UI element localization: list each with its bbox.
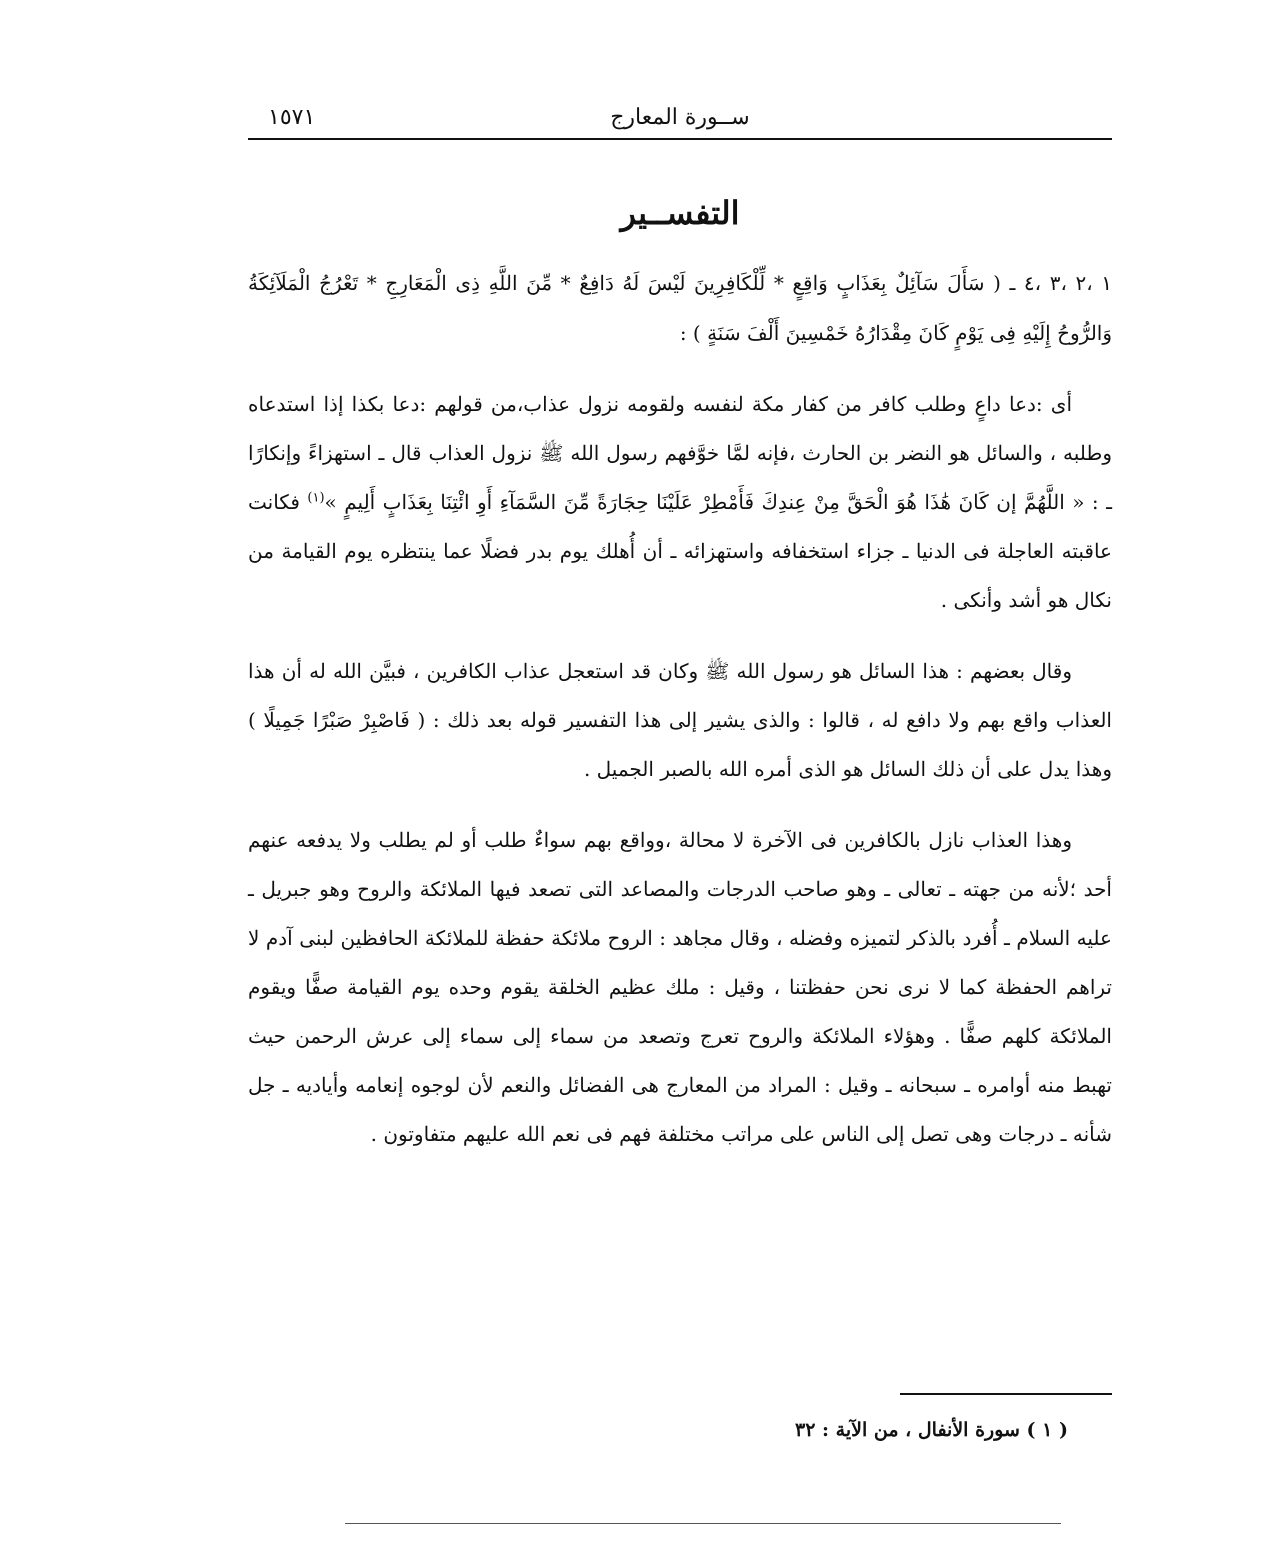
bottom-scan-line (345, 1523, 1061, 1524)
quran-verses: ١ ،٢ ،٣ ،٤ ـ ( سَأَلَ سَآئِلٌ بِعَذَابٍ وَاقِعٍ * لِّلْكَافِرِينَ لَيْسَ لَهُ دَافِعٌ * مِّنَ اللَّهِ ذِى الْمَعَارِجِ * تَعْرُجُ الْمَلَآئِكَةُ وَالرُّوحُ إِلَيْهِ فِى يَوْمٍ كَانَ مِقْدَارُهُ خَمْسِينَ أَلْفَ سَنَةٍ ) : (248, 271, 1113, 345)
section-title: التفســير (620, 194, 740, 232)
commentary-paragraph-2: وقال بعضهم : هذا السائل هو رسول الله ﷺ وكان قد استعجل عذاب الكافرين ، فبيَّن الله له أن هذا العذاب واقع بهم ولا دافع له ، قالوا : والذى يشير إلى هذا التفسير قوله بعد ذلك : ( فَاصْبِرْ صَبْرًا جَمِيلًا ) وهذا يدل على أن ذلك السائل هو الذى أمره الله بالصبر الجميل . (248, 659, 1112, 781)
commentary-paragraph-1-tail: فكانت عاقبته العاجلة فى الدنيا ـ جزاء استخفافه واستهزائه ـ أن أُهلك يوم بدر فضلًا عما ينتظره يوم القيامة من نكال هو أشد وأنكى . (248, 490, 1112, 612)
body-text (248, 258, 1112, 1159)
footnote-reference: (١) (307, 490, 325, 506)
commentary-paragraph-3: وهذا العذاب نازل بالكافرين فى الآخرة لا محالة ،وواقع بهم سواءٌ طلب أو لم يطلب ولا يدفعه عنهم أحد ؛لأنه من جهته ـ تعالى ـ وهو صاحب الدرجات والمصاعد التى تصعد فيها الملائكة والروح وهو جبريل ـ عليه السلام ـ أُفرد بالذكر لتميزه وفضله ، وقال مجاهد : الروح ملائكة حفظة للملائكة الحافظين لبنى آدم لا تراهم الحفظة كما لا نرى نحن حفظتنا ، وقيل : ملك عظيم الخلقة يقوم وحده يوم القيامة صفًّا ويقوم الملائكة كلهم صفًّا . وهؤلاء الملائكة والروح تعرج وتصعد من سماء إلى سماء إلى عرش الرحمن حيث تهبط منه أوامره ـ سبحانه ـ وقيل : المراد من المعارج هى الفضائل والنعم لأن لوجوه إنعامه وأياديه ـ جل شأنه ـ درجات وهى تصل إلى الناس على مراتب مختلفة فهم فى نعم الله عليهم متفاوتون . (248, 828, 1112, 1146)
page-header (248, 100, 1112, 136)
commentary-paragraph-1 (248, 380, 1112, 625)
page-number: ١٥٧١ (268, 105, 316, 130)
header-divider (248, 138, 1112, 140)
commentary-paragraph-1-text: أى :دعا داعٍ وطلب كافر من كفار مكة لنفسه ولقومه نزول عذاب،من قولهم :دعا بكذا إذا استدعاه وطلبه ، والسائل هو النضر بن الحارث ،فإنه لمَّا خوَّفهم رسول الله ﷺ نزول العذاب قال ـ استهزاءً وإنكارًا ـ : « اللَّهُمَّ إن كَانَ هَٰذَا هُوَ الْحَقَّ مِنْ عِندِكَ فَأَمْطِرْ عَلَيْنَا حِجَارَةً مِّنَ السَّمَآءِ أَوِ ائْتِنَا بِعَذَابٍ أَلِيمٍ » (248, 392, 1112, 514)
running-title: ســورة المعارج (610, 105, 750, 130)
footnote-divider (900, 1393, 1112, 1395)
footnote: ( ١ ) سورة الأنفال ، من الآية : ٣٢ (794, 1419, 1068, 1441)
